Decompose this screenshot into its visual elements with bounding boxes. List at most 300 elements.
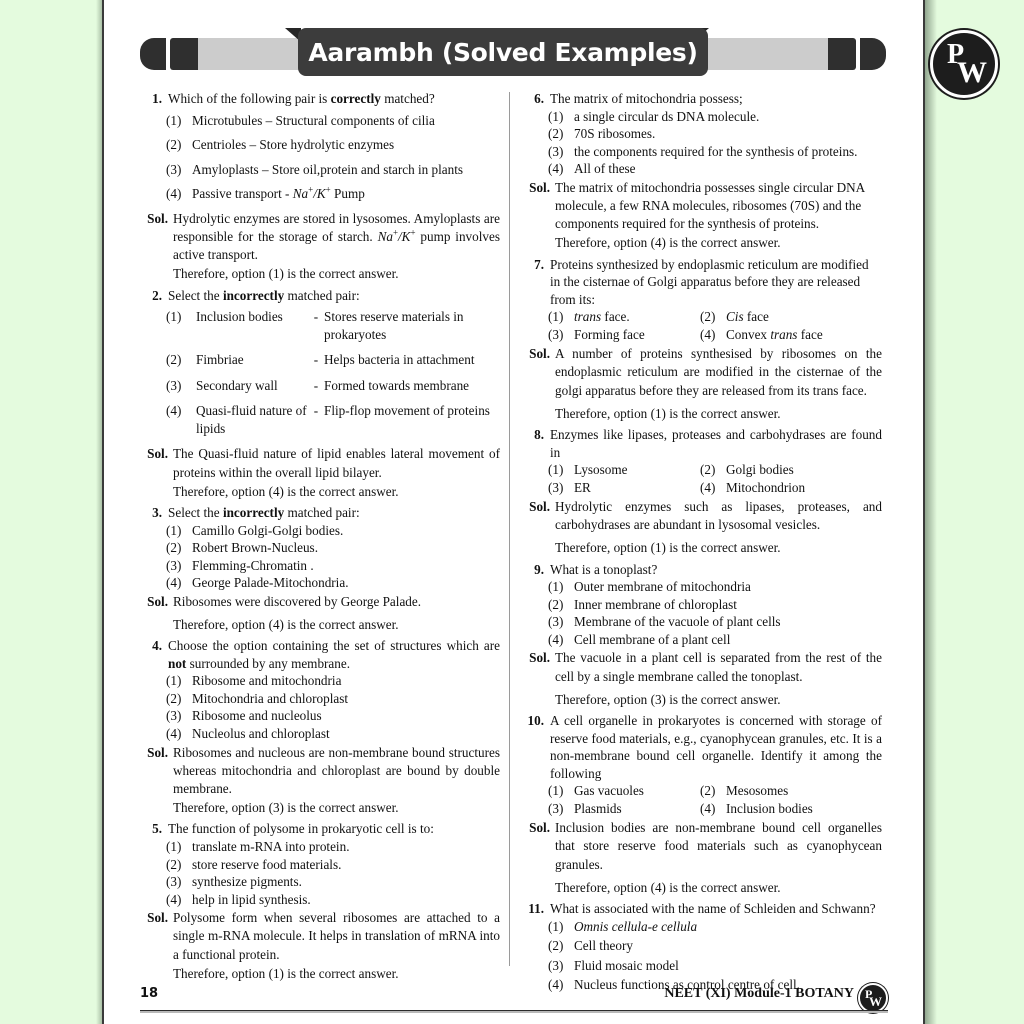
option-item[interactable] (140, 725, 500, 743)
question-2-text (168, 287, 500, 305)
option-text: Omnis cellula-e cellula (574, 918, 698, 934)
option-label: (3) (548, 801, 564, 817)
footer-book-title: NEET (XI) Module-1 BOTANY (664, 986, 854, 1001)
pair-right-term: Formed towards membrane (324, 377, 470, 393)
option-label: (4) (166, 403, 182, 419)
solution-answer: Therefore, option (1) is the correct answer. (555, 405, 781, 421)
option-label: (2) (166, 352, 182, 368)
q1-opt4-na: Na (292, 186, 309, 202)
question-1-text (168, 90, 500, 108)
solution-paragraph: Ribosomes were discovered by George Palade. (173, 593, 422, 609)
q7-o4-italic: trans (770, 327, 798, 343)
q1-opt4-sup1: + (308, 184, 314, 195)
banner-cap-left-outer (140, 38, 166, 70)
option-item[interactable] (522, 160, 882, 178)
sol1-k: /K (398, 228, 411, 244)
option-text: Outer membrane of mitochondria (574, 579, 751, 595)
solution-5 (140, 909, 500, 984)
option-text: Gas vacuoles (574, 783, 644, 799)
question-8 (522, 426, 882, 559)
option-item[interactable] (140, 185, 500, 203)
pair-option-item[interactable] (166, 308, 500, 343)
option-label: (4) (548, 161, 564, 177)
solution-text (173, 744, 500, 819)
page-background-right (924, 0, 1024, 1024)
solution-label: Sol. (529, 346, 550, 362)
solution-3 (140, 593, 500, 635)
option-item[interactable] (548, 479, 700, 497)
solution-label: Sol. (529, 179, 550, 195)
option-label: (2) (548, 596, 564, 612)
question-10 (522, 712, 882, 898)
option-text: Nucleus functions as control centre of cell. (574, 977, 800, 993)
option-label: (2) (166, 540, 182, 556)
option-row (548, 782, 882, 800)
option-text: George Palade-Mitochondria. (192, 575, 349, 591)
question-10-stem (522, 712, 882, 782)
sol1-a: Hydrolytic enzymes are stored in lysosomes. Amyloplasts are responsible for the storage of starch. (173, 210, 500, 244)
question-6 (522, 90, 882, 254)
option-item[interactable] (700, 782, 882, 800)
question-8-text: Enzymes like lipases, proteases and carbohydrases are found in (550, 427, 882, 460)
option-item[interactable] (700, 461, 882, 479)
question-1-number: 1. (152, 91, 162, 106)
question-11 (522, 900, 882, 994)
q1-opt4-a: Passive transport - (192, 186, 293, 202)
option-text: ER (574, 480, 591, 496)
solution-label: Sol. (147, 593, 168, 609)
pair-dash: - (313, 377, 319, 393)
option-item[interactable] (140, 838, 500, 856)
sol1-sup1: + (392, 227, 399, 238)
question-11-text: What is associated with the name of Schleiden and Schwann? (550, 901, 876, 917)
solution-9 (522, 649, 882, 710)
solution-answer: Therefore, option (4) is the correct answer. (173, 483, 399, 499)
option-text: Microtubules – Structural components of cilia (192, 112, 435, 128)
pair-right-term: Flip-flop movement of proteins (324, 403, 490, 419)
option-label: (4) (700, 327, 716, 343)
solution-text (555, 498, 882, 559)
solution-answer: Therefore, option (1) is the correct answer. (555, 540, 781, 556)
question-8-stem (522, 426, 882, 461)
option-text: All of these (574, 161, 636, 177)
option-label: (1) (166, 309, 182, 325)
q7-o4-b: face (797, 327, 823, 343)
page-footer (140, 986, 888, 1020)
option-row (548, 479, 882, 497)
q7-o4-a: Convex (726, 327, 771, 343)
q1-opt4-tail: Pump (330, 186, 365, 202)
option-label: (3) (166, 161, 182, 177)
question-4-text (168, 637, 500, 672)
q2-text-a: Select the (168, 287, 223, 303)
q1-text-bold: correctly (330, 91, 381, 106)
solution-label: Sol. (529, 650, 550, 666)
option-text (192, 185, 500, 203)
option-text: synthesize pigments. (192, 874, 302, 890)
question-2-pair-options (140, 308, 500, 437)
banner-title: Aarambh (Solved Examples) (308, 37, 698, 67)
option-label: (4) (548, 977, 564, 993)
option-text: 70S ribosomes. (574, 126, 656, 142)
q3-text-a: Select the (168, 505, 223, 521)
solution-label: Sol. (147, 210, 168, 226)
option-item[interactable] (140, 707, 500, 725)
q7-o2-italic: Cis (726, 309, 744, 325)
option-label: (1) (548, 462, 564, 478)
question-2-number: 2. (152, 287, 162, 303)
pair-dash: - (313, 403, 319, 419)
option-text: Centrioles – Store hydrolytic enzymes (192, 137, 395, 153)
option-text: Membrane of the vacuole of plant cells (574, 614, 781, 630)
option-item[interactable] (522, 108, 882, 126)
question-4-stem (140, 637, 500, 672)
option-text (574, 308, 700, 326)
solution-answer: Therefore, option (4) is the correct answer. (555, 879, 781, 895)
option-label: (3) (166, 708, 182, 724)
solution-text (555, 649, 882, 710)
option-label: (4) (166, 575, 182, 591)
question-3-text (168, 504, 500, 522)
solution-paragraph: A number of proteins synthesised by ribosomes on the endoplasmic reticulum are modified in the cisternae of the golgi apparatus before they are released from its trans face. (555, 346, 882, 398)
content-columns (104, 90, 923, 993)
page-edge-line-left (102, 0, 104, 1024)
option-item[interactable] (140, 161, 500, 179)
solution-paragraph: The matrix of mitochondria possesses single circular DNA molecule, a few RNA molecules, ribosomes (70S) and the components required for the synthesis of proteins. (555, 179, 865, 232)
option-item[interactable] (522, 143, 882, 161)
option-label: (2) (166, 137, 182, 153)
solution-answer: Therefore, option (1) is the correct answer. (173, 965, 399, 981)
solution-paragraph: Hydrolytic enzymes such as lipases, proteases, and carbohydrases are abundant in lysosomal vesicles. (555, 499, 882, 533)
option-label: (1) (166, 673, 182, 689)
option-text: Forming face (574, 327, 645, 343)
pw-logo-p-letter: P (865, 987, 873, 1001)
sol1-b: pump involves active transport. (173, 228, 500, 263)
option-text: Amyloplasts – Store oil,protein and starch in plants (192, 161, 464, 177)
option-item[interactable] (548, 326, 700, 344)
pw-logo-p-letter: P (947, 39, 965, 70)
option-label: (2) (548, 938, 564, 954)
question-6-stem (522, 90, 882, 108)
option-text: Lysosome (574, 462, 628, 478)
solution-text (555, 179, 882, 254)
option-text: Golgi bodies (726, 462, 794, 478)
question-10-number: 10. (527, 713, 544, 729)
option-text: help in lipid synthesis. (192, 891, 311, 907)
option-label: (2) (166, 856, 182, 872)
option-text: Cell theory (574, 938, 633, 954)
option-item[interactable] (140, 574, 500, 592)
question-3-stem (140, 504, 500, 522)
option-label: (1) (166, 522, 182, 538)
option-text: a single circular ds DNA molecule. (574, 108, 760, 124)
option-label: (1) (548, 579, 564, 595)
page-edge-shadow-right (925, 0, 937, 1024)
question-1-options (140, 112, 500, 203)
q1-opt4-k: /K (313, 186, 326, 202)
option-label: (1) (548, 309, 564, 325)
question-7 (522, 256, 882, 424)
option-text: Nucleolus and chloroplast (192, 726, 330, 741)
pair-left-term: Inclusion bodies (196, 309, 283, 325)
question-6-options (522, 108, 882, 178)
pair-right-term: Stores reserve materials in prokaryotes (324, 309, 464, 342)
footer-rule (140, 1010, 888, 1013)
q1-text-a: Which of the following pair is (168, 91, 331, 106)
q1-opt4-sup2: + (325, 184, 331, 195)
sol1-sup2: + (410, 227, 416, 238)
question-9-text: What is a tonoplast? (550, 561, 658, 577)
solution-6 (522, 179, 882, 254)
pair-option-item[interactable] (166, 402, 500, 437)
question-3-number: 3. (152, 505, 162, 521)
solution-answer: Therefore, option (1) is the correct answer. (173, 266, 399, 282)
option-text: Fluid mosaic model (574, 957, 679, 973)
option-text: translate m-RNA into protein. (192, 838, 350, 854)
question-2 (140, 287, 500, 502)
q4-text-bold: not (168, 655, 187, 671)
solution-answer: Therefore, option (3) is the correct answer. (173, 800, 399, 816)
option-label: (4) (700, 801, 716, 817)
option-item[interactable] (522, 578, 882, 596)
option-label: (2) (700, 783, 716, 799)
question-1 (140, 90, 500, 285)
solution-10 (522, 819, 882, 898)
right-column (522, 90, 882, 996)
solution-text (173, 909, 500, 984)
q7-o2-rest: face (743, 309, 769, 325)
option-item[interactable] (140, 539, 500, 557)
question-3-options (140, 522, 500, 592)
option-text: Mesosomes (726, 783, 789, 799)
solution-text (555, 345, 882, 424)
option-item[interactable] (522, 125, 882, 143)
option-item[interactable] (522, 957, 882, 975)
question-11-number: 11. (528, 901, 544, 917)
banner-plaque (298, 28, 708, 76)
question-7-stem (522, 256, 882, 309)
option-item[interactable] (140, 873, 500, 891)
solution-2 (140, 445, 500, 502)
pw-brand-logo-icon (930, 30, 998, 98)
pair-option-item[interactable] (166, 351, 500, 369)
printed-page (104, 0, 923, 1024)
option-label: (1) (548, 783, 564, 799)
option-item[interactable] (140, 522, 500, 540)
question-11-stem (522, 900, 882, 918)
pw-logo-w-letter: W (957, 56, 987, 89)
option-item[interactable] (700, 800, 882, 818)
option-label: (4) (166, 726, 182, 741)
option-label: (2) (700, 309, 716, 325)
banner-cap-right-inner (828, 38, 856, 70)
option-item[interactable] (140, 672, 500, 690)
left-column (140, 90, 500, 986)
question-8-options (522, 461, 882, 497)
solution-text (173, 445, 500, 502)
solution-paragraph (173, 210, 500, 265)
option-text: Ribosome and mitochondria (192, 673, 342, 689)
option-item[interactable] (700, 308, 882, 326)
option-text: the components required for the synthesis of proteins. (574, 143, 858, 159)
question-3 (140, 504, 500, 635)
option-item[interactable] (548, 782, 700, 800)
question-11-options (522, 918, 882, 994)
option-item[interactable] (522, 613, 882, 631)
option-item[interactable] (700, 479, 882, 497)
option-item[interactable] (548, 800, 700, 818)
option-item[interactable] (700, 326, 882, 344)
question-7-text: Proteins synthesized by endoplasmic reticulum are modified in the cisternae of Golgi apparatus before they are released from its: (550, 256, 869, 307)
q7-o1-rest: face. (601, 309, 630, 325)
solution-paragraph: The Quasi-fluid nature of lipid enables lateral movement of proteins within the overall lipid bilayer. (173, 446, 500, 480)
option-item[interactable] (140, 557, 500, 575)
option-label: (3) (166, 557, 182, 573)
pair-dash: - (313, 309, 319, 325)
option-item[interactable] (548, 308, 700, 326)
solution-paragraph: Polysome form when several ribosomes are attached to a single m-RNA molecule. It helps in translation of mRNA into a functional protein. (173, 910, 500, 962)
solution-label: Sol. (529, 820, 550, 836)
q4-text-c: surrounded by any membrane. (186, 655, 351, 671)
option-label: (1) (166, 838, 182, 854)
pw-logo-icon (858, 983, 888, 1013)
question-5-stem (140, 820, 500, 838)
option-label: (3) (548, 957, 564, 973)
page-edge-line-right (923, 0, 925, 1024)
sol1-na: Na (377, 228, 393, 244)
page-number: 18 (140, 986, 159, 1001)
option-label: (1) (166, 112, 182, 128)
question-9-options (522, 578, 882, 648)
option-item[interactable] (522, 631, 882, 649)
option-row (548, 308, 882, 326)
q3-text-bold: incorrectly (222, 505, 285, 521)
option-text: Inclusion bodies (726, 801, 813, 817)
solution-paragraph: Inclusion bodies are non-membrane bound cell organelles that store reserve food materials such as cyanophycean granules. (555, 820, 882, 872)
q7-o1-italic: trans (574, 309, 602, 325)
solution-paragraph: The vacuole in a plant cell is separated from the rest of the cell by a single membrane called the tonoplast. (555, 650, 882, 684)
q1-text-c: matched? (380, 91, 435, 106)
question-4 (140, 637, 500, 818)
option-label: (3) (548, 143, 564, 159)
option-label: (4) (548, 631, 564, 647)
option-label: (2) (548, 126, 564, 142)
pair-left-term: Secondary wall (196, 377, 278, 393)
solution-text (173, 210, 500, 285)
option-label: (4) (700, 480, 716, 496)
solution-label: Sol. (147, 744, 168, 760)
page-background-left (0, 0, 104, 1024)
column-divider (509, 92, 510, 966)
option-text: Plasmids (574, 801, 622, 817)
option-item[interactable] (522, 596, 882, 614)
option-text: Ribosome and nucleolus (192, 708, 322, 724)
q2-text-bold: incorrectly (222, 287, 285, 303)
question-7-number: 7. (534, 256, 544, 272)
question-6-text: The matrix of mitochondria possess; (550, 91, 743, 106)
option-item[interactable] (140, 891, 500, 909)
option-row (548, 800, 882, 818)
solution-paragraph: Ribosomes and nucleous are non-membrane bound structures whereas mitochondria and chloroplast are bound by double membrane. (173, 744, 500, 796)
pair-option-item[interactable] (166, 377, 500, 395)
solution-8 (522, 498, 882, 559)
solution-answer: Therefore, option (4) is the correct answer. (555, 235, 781, 251)
option-label: (2) (166, 690, 182, 706)
question-8-number: 8. (534, 427, 544, 443)
option-item[interactable] (522, 937, 882, 955)
question-9-stem (522, 561, 882, 579)
q2-text-c: matched pair: (284, 287, 360, 303)
question-5-text: The function of polysome in prokaryotic cell is to: (168, 821, 434, 837)
question-6-number: 6. (534, 91, 544, 106)
option-label: (3) (548, 614, 564, 630)
question-5-options (140, 838, 500, 908)
question-7-options (522, 308, 882, 344)
option-row (548, 461, 882, 479)
solution-answer: Therefore, option (4) is the correct answer. (173, 617, 399, 633)
question-9 (522, 561, 882, 710)
option-text: Inner membrane of chloroplast (574, 596, 737, 612)
solution-text (555, 819, 882, 898)
option-label: (4) (166, 891, 182, 907)
option-item[interactable] (548, 461, 700, 479)
q4-text-a: Choose the option containing the set of structures which are (168, 638, 500, 654)
option-label: (2) (700, 462, 716, 478)
question-2-stem (140, 287, 500, 305)
option-item[interactable] (140, 136, 500, 154)
option-label: (3) (548, 480, 564, 496)
option-label: (4) (166, 186, 182, 202)
solution-label: Sol. (529, 499, 550, 515)
option-text: Robert Brown-Nucleus. (192, 540, 318, 556)
solution-text (173, 593, 500, 635)
question-1-stem (140, 90, 500, 108)
banner-cap-left-inner (170, 38, 198, 70)
pair-dash: - (313, 352, 319, 368)
option-item[interactable] (140, 690, 500, 708)
q3-text-c: matched pair: (284, 505, 360, 521)
question-5 (140, 820, 500, 984)
option-text (726, 326, 882, 344)
option-label: (3) (548, 327, 564, 343)
solution-4 (140, 744, 500, 819)
option-label: (1) (548, 918, 564, 934)
pair-left-term: Quasi-fluid nature of lipids (196, 403, 307, 436)
option-text (726, 308, 882, 326)
solution-answer: Therefore, option (3) is the correct answer. (555, 691, 781, 707)
pair-left-term: Fimbriae (196, 352, 244, 368)
question-5-number: 5. (152, 821, 162, 837)
option-text: Mitochondria and chloroplast (192, 690, 349, 706)
banner-cap-right-outer (860, 38, 886, 70)
question-4-options (140, 672, 500, 742)
question-4-number: 4. (152, 638, 162, 654)
option-label: (1) (548, 108, 564, 124)
section-header-banner (138, 28, 888, 78)
option-row (548, 326, 882, 344)
option-text: Cell membrane of a plant cell (574, 631, 731, 647)
option-label: (3) (166, 874, 182, 890)
solution-label: Sol. (147, 910, 168, 926)
option-item[interactable] (140, 112, 500, 130)
question-10-text: A cell organelle in prokaryotes is concerned with storage of reserve food materials, e.g., cyanophycean granules, etc. It is a non-membrane bound cell organelle. Identify it among the following (550, 713, 882, 781)
solution-label: Sol. (147, 446, 168, 462)
option-text: Flemming-Chromatin . (192, 557, 314, 573)
option-text: Camillo Golgi-Golgi bodies. (192, 522, 344, 538)
option-item[interactable] (140, 856, 500, 874)
question-10-options (522, 782, 882, 818)
option-item[interactable] (522, 918, 882, 936)
